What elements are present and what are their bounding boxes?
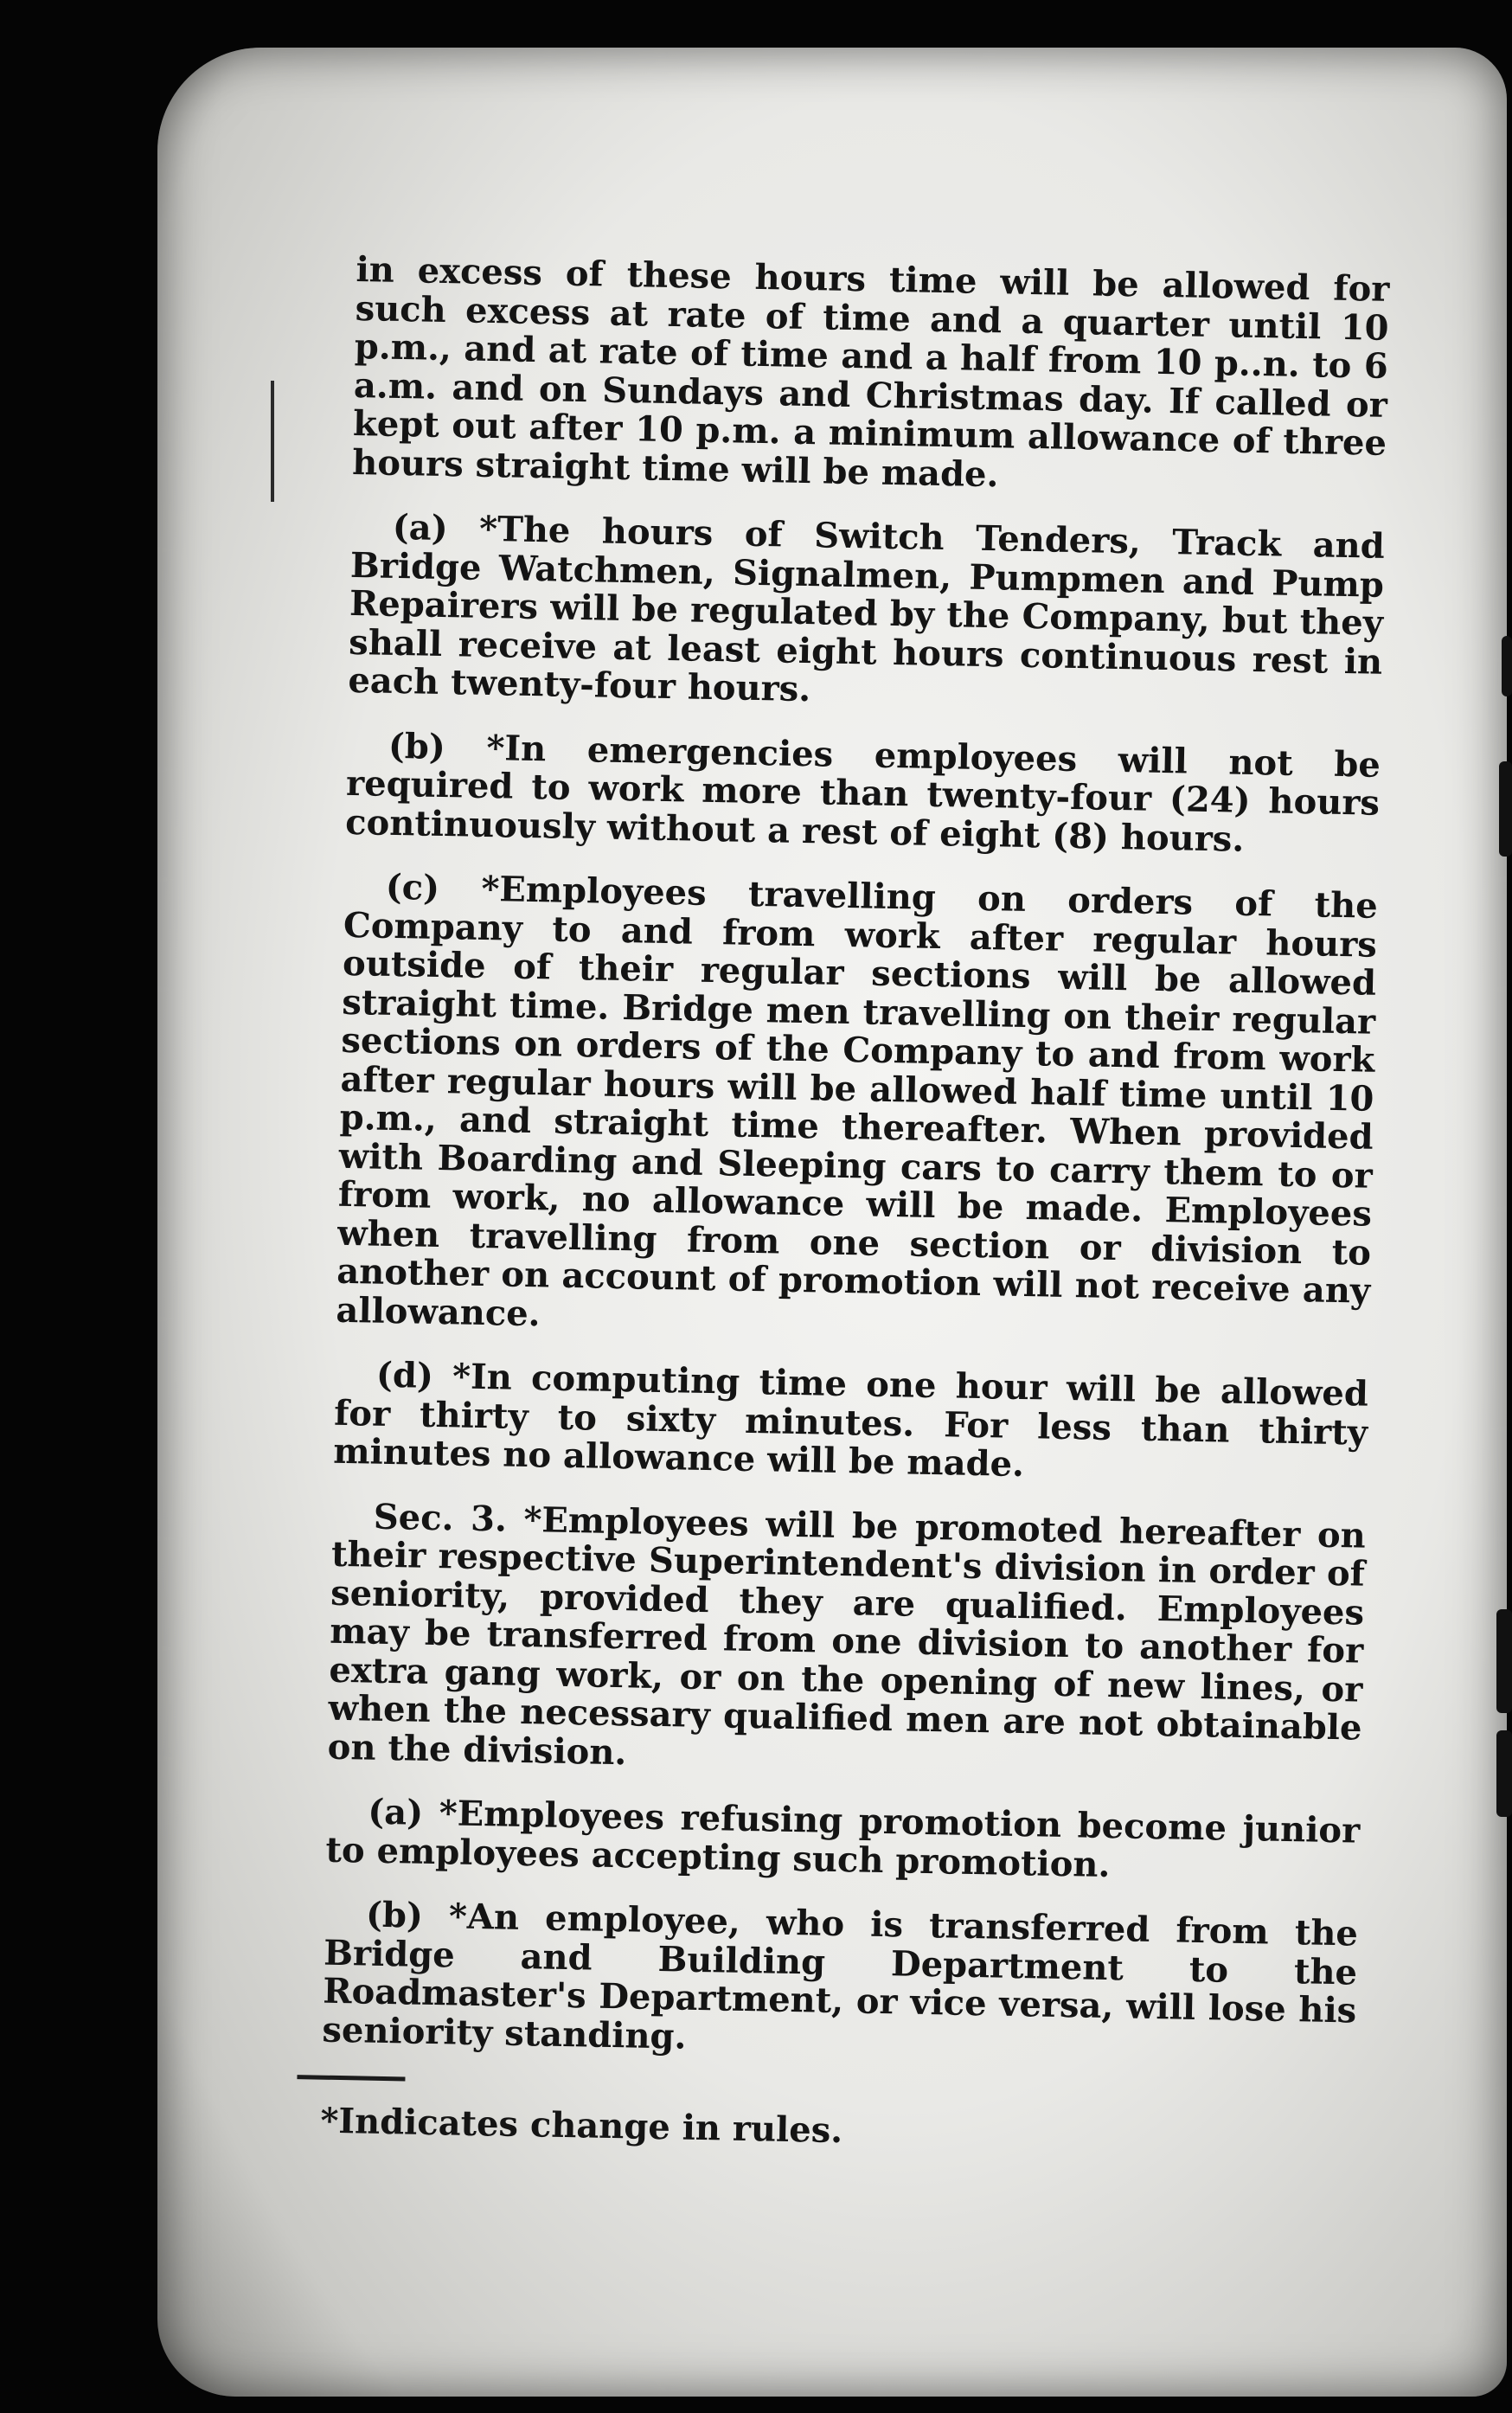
right-edge-notch-1 [1502,636,1512,696]
right-edge-notch-4 [1496,1730,1512,1817]
footnote: *Indicates change in rules. [320,2100,843,2152]
paragraph-b-emergencies: (b) *In emergencies employees will not be required to work more than twenty-four (24) hours continuously without a rest of eight (8) hours. [344,725,1381,860]
left-margin-mark [271,381,274,502]
paragraph-c-travelling: (c) *Employees travelling on orders of the Company to and from work after regular hours outside of their regular sections will be allowed straight time. Bridge men travelling on their regular sections on orders of the Company to and from work after regular hours will be allowed half time until 10 p.m., and straight time thereafter. When provided with Boarding and Sleeping cars to carry them to or from work, no allowance will be made. Employees when travelling from one section or division to another on account of promotion will not receive any allowance. [336,866,1379,1334]
paragraph-d-computing-time: (d) *In computing time one hour will be allowed for thirty to sixty minutes. For less than thirty minutes no allowance will be made. [332,1354,1369,1486]
paragraph-a-refusing-promotion: (a) *Employees refusing promotion become junior to employees accepting such promotion. [325,1791,1361,1885]
paragraph-a-switch-tenders: (a) *The hours of Switch Tenders, Track and Bridge Watchmen, Signalmen, Pumpmen and Pump Repairers will be regulated by the Company, but they shall receive at least eight hours continuous rest in each twenty-four hours. [348,506,1386,710]
paragraph-hours-excess: in excess of these hours time will be allowed for such excess at rate of time and a quarter until 10 p.m., and at rate of time and a half from 10 p..n. to 6 a.m. and on Sundays and Christmas day. If called or kept out after 10 p.m. a minimum allowance of three hours straight time will be made. [351,249,1390,495]
paragraph-b-transfer: (b) *An employee, who is transferred from the Bridge and Building Department to the Roadmaster's Department, or vice versa, will lose his seniority standing. [322,1894,1359,2057]
right-edge-notch-3 [1496,1609,1512,1713]
right-edge-notch-2 [1499,761,1512,857]
paragraph-sec-3-promotion: Sec. 3. *Employees will be promoted hereafter on their respective Superintendent's division in order of seniority, provided they are qualified. Employees may be transferred from one division to another for extra gang work, or on the opening of new lines, or when the necessary qualified men are not obtainable on the division. [327,1496,1367,1773]
document-body [319,251,1389,2186]
